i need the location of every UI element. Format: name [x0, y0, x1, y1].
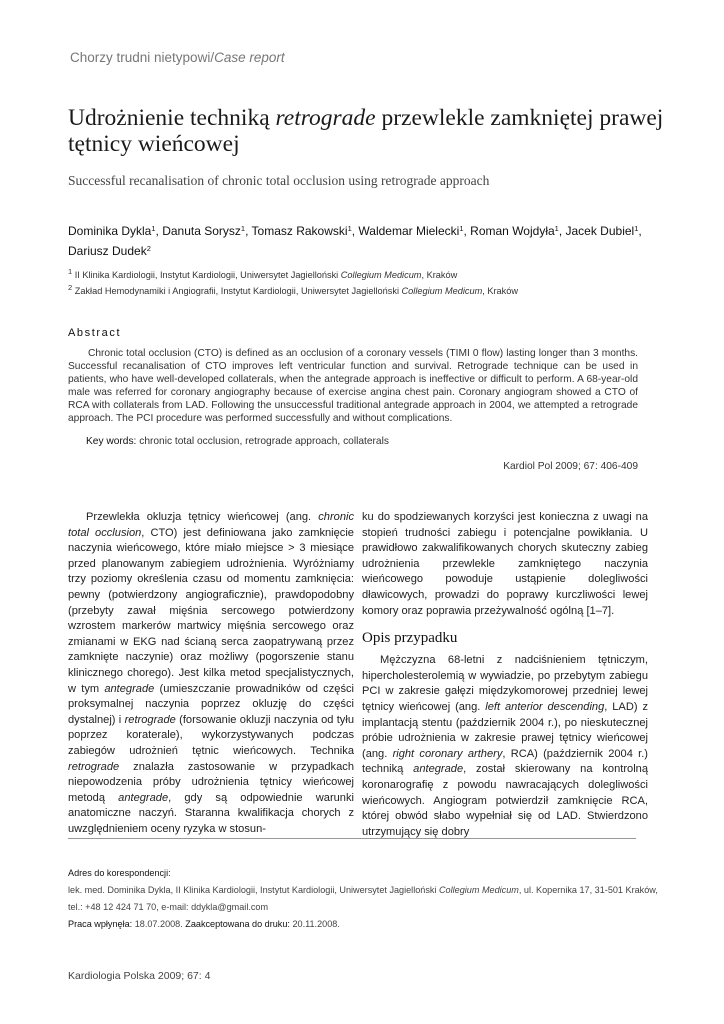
text-span: (forsowanie okluzji naczynia od tyłu poprzez koraterale), wykorzystywanych podczas zabiegów udrożnień tętnic wieńcowych. Technika	[68, 713, 354, 757]
author-2	[162, 224, 251, 238]
article-title	[68, 105, 668, 157]
author-separator: ,	[558, 224, 566, 238]
author-affiliation-sup: 1	[634, 224, 639, 233]
case-paragraph	[362, 653, 648, 840]
correspondence-address	[68, 882, 658, 899]
intro-continuation: ku do spodziewanych korzyści jest konieczna z uwagi na stopień trudności zabiegu i potencjalne powikłania. U prawidłowo zakwalifikowanych chorych skuteczny zabieg udrożnienia przewlekle zamkniętego naczynia wieńcowego powoduje ustąpienie dolegliwości dławicowych, prowadzi do poprawy kurczliwości lewej komory oraz poprawia przeżywalność ogólną [1–7].	[362, 511, 648, 617]
italic-term: left anterior descending	[485, 700, 605, 713]
page-footer: Kardiologia Polska 2009; 67: 4	[68, 970, 211, 982]
affiliation-1-sup: 1	[68, 267, 73, 276]
author-affiliation-sup: 1	[554, 224, 559, 233]
correspondence-block	[68, 865, 658, 933]
text-span: Przewlekła okluzja tętnicy wieńcowej (ang.	[86, 511, 319, 523]
italic-term: chronic total occlusion	[68, 511, 354, 539]
author-name: Dominika Dykla	[68, 224, 152, 238]
affiliation-2-italic: Collegium Medicum	[401, 286, 483, 296]
author-4	[358, 224, 470, 238]
abstract-heading: Abstract	[68, 327, 122, 339]
keywords	[86, 436, 389, 447]
section-label	[70, 50, 285, 65]
title-part-1: Udrożnienie techniką	[68, 105, 276, 131]
correspondence-dates	[68, 916, 658, 933]
affiliation-1-end: , Kraków	[421, 270, 458, 280]
text-span: , gdy są odpowiednie warunki anatomiczne naczyń. Staranna kwalifikacja chorych z uwzględnieniem oceny ryzyka w stosun-	[68, 791, 354, 835]
author-7	[68, 244, 151, 258]
affiliation-2-text: Zakład Hemodynamiki i Angiografii, Instytut Kardiologii, Uniwersytet Jagielloński	[72, 286, 402, 296]
section-label-italic: Case report	[214, 50, 285, 65]
horizontal-rule	[68, 838, 636, 839]
correspondence-contact: tel.: +48 12 424 71 70, e-mail: ddykla@gmail.com	[68, 902, 269, 912]
author-affiliation-sup: 1	[347, 224, 352, 233]
affiliation-1-text: II Klinika Kardiologii, Instytut Kardiologii, Uniwersytet Jagielloński	[72, 270, 341, 280]
italic-term: antegrade	[118, 791, 169, 804]
author-affiliation-sup: 1	[240, 224, 246, 233]
author-name: Danuta Sorysz	[162, 224, 241, 238]
text-span: , został skierowany na kontrolną koronarografię z powodu nawracających dolegliwości wieńcowych. Angiogram potwierdził zamknięcie RCA, której obwód słabo wypełniał się od LAD. Stwierdzono utrzymujący się dobry	[362, 763, 648, 838]
author-list	[68, 220, 658, 260]
text-span: , RCA) (październik 2004 r.) techniką	[362, 747, 648, 776]
body-column-left	[68, 510, 354, 837]
text-span: znalazła zastosowanie w przypadkach niepowodzenia próby udrożnienia tętnicy wieńcowej metodą	[68, 760, 354, 804]
author-affiliation-sup: 1	[459, 224, 464, 233]
text-span: , CTO) jest definiowana jako zamknięcie naczynia wieńcowego, które miało miejsce > 3 miesiące przed planowanym zabiegiem udrożnienia. Wyróżniamy trzy poziomy określenia czasu od momentu zamknięcia: pewny (potwierdzony angiograficznie), prawdopodobny (przebyty zawał mięśnia sercowego potwierdzony wzrostem markerów martwicy mięśnia sercowego oraz zmianami w EKG nad ścianą serca zaopatrywaną przez zamknięte naczynie) oraz możliwy (pogorszenie stanu klinicznego chorego). Jest kilka metod specjalistycznych, w tym	[68, 526, 354, 695]
affiliation-2	[68, 283, 518, 296]
author-name: Tomasz Rakowski	[251, 224, 348, 238]
body-column-right	[362, 510, 648, 840]
italic-term: right coronary arthery	[392, 747, 503, 760]
author-separator: ,	[463, 224, 471, 238]
author-separator: ,	[351, 224, 359, 238]
text-span: lek. med. Dominika Dykla, II Klinika Kardiologii, Instytut Kardiologii, Uniwersytet Jagielloński	[68, 885, 439, 895]
section-label-plain: Chorzy trudni nietypowi/	[70, 50, 215, 65]
title-italic: retrograde	[275, 105, 376, 131]
text-span: Mężczyzna 68-letni z nadciśnieniem tętniczym, hipercholesterolemią w wywiadzie, po przebytym zabiegu PCI w zakresie gałęzi międzykomorowej przedniej lewej tętnicy wieńcowej (ang.	[362, 654, 648, 713]
intro-paragraph	[68, 510, 354, 837]
italic-term: retrograde	[124, 713, 176, 726]
keywords-label: Key words:	[86, 436, 137, 447]
affiliation-2-sup: 2	[68, 283, 73, 292]
text-span: , ul. Kopernika 17, 31-501 Kraków,	[518, 885, 658, 895]
italic-term: Collegium Medicum	[438, 885, 519, 895]
author-separator: ,	[155, 224, 163, 238]
author-name: Dariusz Dudek	[68, 244, 147, 258]
abstract-text: Chronic total occlusion (CTO) is defined as an occlusion of a coronary vessels (TIMI 0 flow) lasting longer than 3 months. Successful recanalisation of CTO improves left ventricular function and survival. Retrograde technique can be used in patients, who have well-developed collaterals, when the antegrade approach is ineffective or difficult to perform. A 68-year-old male was referred for coronary angiography because of exercise angina chest pain. Coronary angiogram showed a CTO of RCA with collaterals from LAD. Following the unsuccessful traditional antegrade approach in 2004, we attempted a retrograde approach. The PCI procedure was performed successfully and without complications.	[68, 348, 638, 424]
article-subtitle: Successful recanalisation of chronic total occlusion using retrograde approach	[68, 173, 490, 188]
section-heading-case: Opis przypadku	[362, 630, 458, 647]
affiliation-2-end: , Kraków	[482, 286, 518, 296]
italic-term: retrograde	[68, 760, 120, 773]
author-affiliation-sup: 2	[146, 244, 151, 253]
author-separator: ,	[245, 224, 252, 238]
author-name: Jacek Dubiel	[565, 224, 635, 238]
author-6	[566, 224, 642, 238]
author-name: Waldemar Mielecki	[358, 224, 460, 238]
received-label: Praca wpłynęła:	[68, 919, 133, 929]
text-span: , LAD) z implantacją stentu (październik 2004 r.), po nieskutecznej próbie udrożnienia w zakresie prawej tętnicy wieńcowej (ang.	[362, 700, 648, 760]
italic-term: antegrade	[104, 682, 155, 695]
accepted-label: Zaakceptowana do druku:	[185, 919, 290, 929]
italic-term: antegrade	[413, 763, 464, 776]
author-affiliation-sup: 1	[151, 224, 156, 233]
correspondence-heading: Adres do korespondencji:	[68, 868, 171, 878]
affiliation-1	[68, 267, 457, 280]
author-separator: ,	[638, 224, 642, 238]
text-span: (umieszczanie prowadników od części proksymalnej naczynia poprzez okluzję do części dystalnej) i	[68, 682, 354, 726]
affiliation-1-italic: Collegium Medicum	[340, 270, 422, 280]
keywords-text: chronic total occlusion, retrograde approach, collaterals	[136, 436, 389, 447]
title-part-2: przewlekle zamkniętej prawej tętnicy wieńcowej	[68, 105, 664, 157]
received-date: 18.07.2008.	[132, 919, 186, 929]
accepted-date: 20.11.2008.	[289, 919, 340, 929]
author-5	[470, 224, 565, 238]
citation: Kardiol Pol 2009; 67: 406-409	[503, 461, 638, 472]
author-3	[252, 224, 359, 238]
author-name: Roman Wojdyła	[470, 224, 555, 238]
author-1	[68, 224, 162, 238]
